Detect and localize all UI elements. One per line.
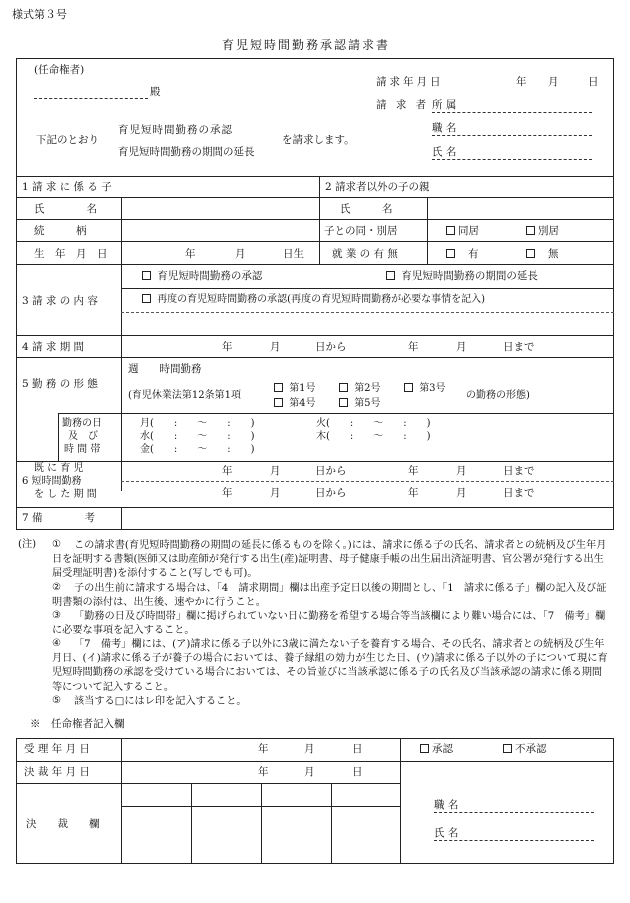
sec5-no2[interactable] bbox=[339, 383, 381, 396]
authority-heading: ※ 任命権者記入欄 bbox=[30, 718, 125, 730]
sec6-label-3: を し た 期 間 bbox=[34, 489, 97, 500]
sec5-no5-label: 第5号 bbox=[354, 398, 381, 409]
authority-disapprove-option[interactable] bbox=[503, 743, 547, 756]
note-2: 子の出生前に請求する場合は、「4 請求期間」欄は出産予定日以後の期間とし、「1 請求に係る子」欄の記入及び証明書類の添付は、出生後、速やかに行うこと。 bbox=[52, 583, 607, 609]
sec1-title: 1 請 求 に 係 る 子 bbox=[22, 181, 112, 193]
note-5-mark: ⑤ bbox=[52, 695, 62, 706]
sec4-month1[interactable]: 月 bbox=[270, 341, 281, 353]
sec4-from: 日から bbox=[315, 341, 347, 353]
sec2-name-label: 氏 名 bbox=[340, 203, 393, 215]
sec6-row2-to: 日まで bbox=[503, 487, 535, 499]
authority-table bbox=[16, 738, 614, 864]
sec6-row1-year2[interactable]: 年 bbox=[408, 465, 419, 477]
sec3-reason-line[interactable] bbox=[121, 312, 614, 313]
sec5-mon[interactable]: 月( : ～ : ) bbox=[140, 418, 255, 429]
authority-name-field[interactable] bbox=[434, 840, 594, 841]
sec5-days-label-1: 勤務の日 bbox=[62, 418, 102, 429]
authority-decided-label: 決 裁 年 月 日 bbox=[24, 766, 90, 778]
sec6-row1-month1[interactable]: 月 bbox=[270, 465, 281, 477]
sec2-yes-label: 有 bbox=[468, 248, 479, 260]
sec5-no3[interactable] bbox=[404, 383, 446, 396]
note-5: 該当する□にはレ印を記入すること。 bbox=[74, 696, 247, 707]
sec1-birth-label: 生 年 月 日 bbox=[34, 248, 108, 260]
sec6-row2-from: 日から bbox=[315, 487, 347, 499]
checkbox-icon[interactable] bbox=[503, 744, 512, 753]
checkbox-icon[interactable] bbox=[339, 398, 348, 407]
request-date-day[interactable]: 日 bbox=[588, 76, 599, 88]
sec1-relation-label: 続 柄 bbox=[34, 225, 87, 237]
sec2-no-label: 無 bbox=[548, 248, 559, 260]
requester-name-field[interactable] bbox=[432, 159, 592, 160]
authority-name-label: 氏 名 bbox=[434, 827, 459, 839]
checkbox-icon[interactable] bbox=[142, 294, 151, 303]
sec5-days-label-2: 及 び bbox=[68, 431, 98, 442]
note-1: この請求書(育児短時間勤務の期間の延長に係るものを除く。)には、請求に係る子の氏名、請求者との続柄及び生年月日を証明する書類(医師又は助産師が発行する出生(産)証明書、母子健康手帳の出生届出済証明書、官公署が発行する出生届受理証明書)を添付すること(写しでも可)。 bbox=[52, 540, 607, 580]
authority-approve-option[interactable] bbox=[420, 743, 453, 756]
sec6-label-1: 既 に 育 児 bbox=[34, 463, 84, 474]
sec1-birth-month[interactable]: 月 bbox=[235, 248, 246, 260]
addressee-honorific: 殿 bbox=[150, 86, 161, 98]
sec3-opt-approval[interactable] bbox=[142, 270, 262, 283]
checkbox-icon[interactable] bbox=[339, 383, 348, 392]
note-2-mark: ② bbox=[52, 582, 62, 593]
sec2-same-option[interactable] bbox=[446, 225, 479, 238]
sec6-row2-month1[interactable]: 月 bbox=[270, 487, 281, 499]
authority-received-label: 受 理 年 月 日 bbox=[24, 743, 90, 755]
requester-label: 請 求 者 bbox=[376, 99, 430, 111]
authority-disapprove-label: 不承認 bbox=[515, 743, 547, 755]
requester-dept-field[interactable] bbox=[432, 112, 592, 113]
body-option-extension: 育児短時間勤務の期間の延長 bbox=[118, 146, 255, 158]
checkbox-icon[interactable] bbox=[142, 271, 151, 280]
sec6-row2-month2[interactable]: 月 bbox=[456, 487, 467, 499]
sec1-birth-year[interactable]: 年 bbox=[185, 248, 196, 260]
sec5-no5[interactable] bbox=[339, 398, 381, 411]
body-tail: を請求します。 bbox=[282, 134, 355, 146]
sec3-opt-extension-label: 育児短時間勤務の期間の延長 bbox=[401, 270, 538, 282]
sec6-row1-from: 日から bbox=[315, 465, 347, 477]
form-number: 様式第３号 bbox=[12, 8, 67, 21]
sec2-separate-label: 別居 bbox=[538, 225, 559, 237]
checkbox-icon[interactable] bbox=[526, 226, 535, 235]
sec5-no4[interactable] bbox=[274, 398, 316, 411]
sec5-no4-label: 第4号 bbox=[289, 398, 316, 409]
sec5-title: 5 勤 務 の 形 態 bbox=[22, 378, 98, 390]
requester-name-label: 氏 名 bbox=[432, 146, 457, 158]
sec4-year1[interactable]: 年 bbox=[222, 341, 233, 353]
body-option-approval: 育児短時間勤務の承認 bbox=[118, 124, 233, 136]
requester-dept-label: 所 属 bbox=[432, 99, 457, 111]
sec2-separate-option[interactable] bbox=[526, 225, 559, 238]
authority-decided-month[interactable]: 月 bbox=[304, 766, 315, 778]
sec5-law: (育児休業法第12条第1項 bbox=[128, 390, 241, 401]
sec5-thu[interactable]: 木( : ～ : ) bbox=[316, 431, 431, 442]
sec2-cohabit-label: 子との同・別居 bbox=[324, 225, 398, 237]
checkbox-icon[interactable] bbox=[404, 383, 413, 392]
sec2-yes-option[interactable] bbox=[446, 248, 479, 261]
checkbox-icon[interactable] bbox=[446, 226, 455, 235]
checkbox-icon[interactable] bbox=[274, 383, 283, 392]
sec2-work-label: 就 業 の 有 無 bbox=[332, 248, 398, 260]
authority-approve-label: 承認 bbox=[432, 743, 453, 755]
notes-label: (注) bbox=[18, 539, 37, 550]
note-3-mark: ③ bbox=[52, 610, 62, 621]
addressee-label: (任命権者) bbox=[34, 64, 85, 76]
sec6-row2-year1[interactable]: 年 bbox=[222, 487, 233, 499]
sec4-month2[interactable]: 月 bbox=[456, 341, 467, 353]
sec1-name-label: 氏 名 bbox=[34, 203, 97, 215]
request-date-year[interactable]: 年 bbox=[516, 76, 527, 88]
body-lead: 下記のとおり bbox=[36, 134, 99, 146]
note-3: 「勤務の日及び時間帯」欄に掲げられていない日に勤務を希望する場合等当該欄により難い場合には、「7 備考」欄に必要な事項を記入すること。 bbox=[52, 611, 606, 637]
authority-decided-year[interactable]: 年 bbox=[258, 766, 269, 778]
sec6-row1-month2[interactable]: 月 bbox=[456, 465, 467, 477]
checkbox-icon[interactable] bbox=[420, 744, 429, 753]
sec1-birth-day[interactable]: 日生 bbox=[283, 248, 304, 260]
authority-received-day[interactable]: 日 bbox=[352, 743, 363, 755]
checkbox-icon[interactable] bbox=[526, 249, 535, 258]
addressee-line[interactable] bbox=[34, 98, 148, 99]
sec4-to: 日まで bbox=[503, 341, 535, 353]
note-1-mark: ① bbox=[52, 539, 62, 550]
authority-received-month[interactable]: 月 bbox=[304, 743, 315, 755]
checkbox-icon[interactable] bbox=[274, 398, 283, 407]
sec5-no3-label: 第3号 bbox=[419, 383, 446, 394]
sec5-tue[interactable]: 火( : ～ : ) bbox=[316, 418, 431, 429]
authority-approval-label: 決 裁 欄 bbox=[26, 818, 100, 830]
authority-received-year[interactable]: 年 bbox=[258, 743, 269, 755]
note-4-mark: ④ bbox=[52, 638, 62, 649]
sec3-opt-extension[interactable] bbox=[386, 270, 538, 283]
authority-decided-day[interactable]: 日 bbox=[352, 766, 363, 778]
sec5-fri[interactable]: 金( : ～ : ) bbox=[140, 444, 255, 455]
sec5-days-label-3: 時 間 帯 bbox=[64, 444, 101, 455]
checkbox-icon[interactable] bbox=[446, 249, 455, 258]
authority-position-field[interactable] bbox=[434, 812, 594, 813]
sec2-no-option[interactable] bbox=[526, 248, 559, 261]
authority-position-label: 職 名 bbox=[434, 799, 459, 811]
sec3-opt-again-label: 再度の育児短時間勤務の承認(再度の育児短時間勤務が必要な事情を記入) bbox=[157, 294, 485, 305]
sec3-opt-again[interactable] bbox=[142, 294, 485, 307]
sec5-weekly[interactable]: 週 時間勤務 bbox=[128, 363, 202, 375]
sec3-opt-approval-label: 育児短時間勤務の承認 bbox=[157, 270, 263, 282]
sec2-title: 2 請求者以外の子の親 bbox=[325, 181, 430, 193]
sec5-wed[interactable]: 水( : ～ : ) bbox=[140, 431, 255, 442]
sec3-title: 3 請 求 の 内 容 bbox=[22, 295, 98, 307]
page-title: 育児短時間勤務承認請求書 bbox=[222, 38, 391, 52]
sec6-row1-year1[interactable]: 年 bbox=[222, 465, 233, 477]
note-4: 「7 備考」欄には、(ア)請求に係る子以外に3歳に満たない子を養育する場合、その氏名、請求者との続柄及び生年月日、(イ)請求に係る子が養子の場合においては、養子縁組の効力が生じた日、(ウ)請求に係る子以外の子について現に育児短時間勤務の承認を受けている場合においては、その旨並びに当該承認に係る子の氏名及び当該承認の請求に係る期間等について記入すること。 bbox=[52, 639, 608, 693]
sec2-same-label: 同居 bbox=[458, 225, 479, 237]
requester-position-label: 職 名 bbox=[432, 122, 457, 134]
requester-position-field[interactable] bbox=[432, 135, 592, 136]
sec5-no2-label: 第2号 bbox=[354, 383, 381, 394]
checkbox-icon[interactable] bbox=[386, 271, 395, 280]
sec5-tail: の勤務の形態) bbox=[466, 390, 530, 401]
request-date-label: 請求年月日 bbox=[376, 76, 444, 88]
sec6-row1-to: 日まで bbox=[503, 465, 535, 477]
sec6-label-2: 6 短時間勤務 bbox=[22, 476, 82, 487]
request-date-month[interactable]: 月 bbox=[548, 76, 559, 88]
sec6-row2-year2[interactable]: 年 bbox=[408, 487, 419, 499]
sec5-no1-label: 第1号 bbox=[289, 383, 316, 394]
sec7-title: 7 備 考 bbox=[22, 512, 96, 524]
sec4-title: 4 請 求 期 間 bbox=[22, 341, 85, 353]
sec5-no1[interactable] bbox=[274, 383, 316, 396]
sec4-year2[interactable]: 年 bbox=[408, 341, 419, 353]
